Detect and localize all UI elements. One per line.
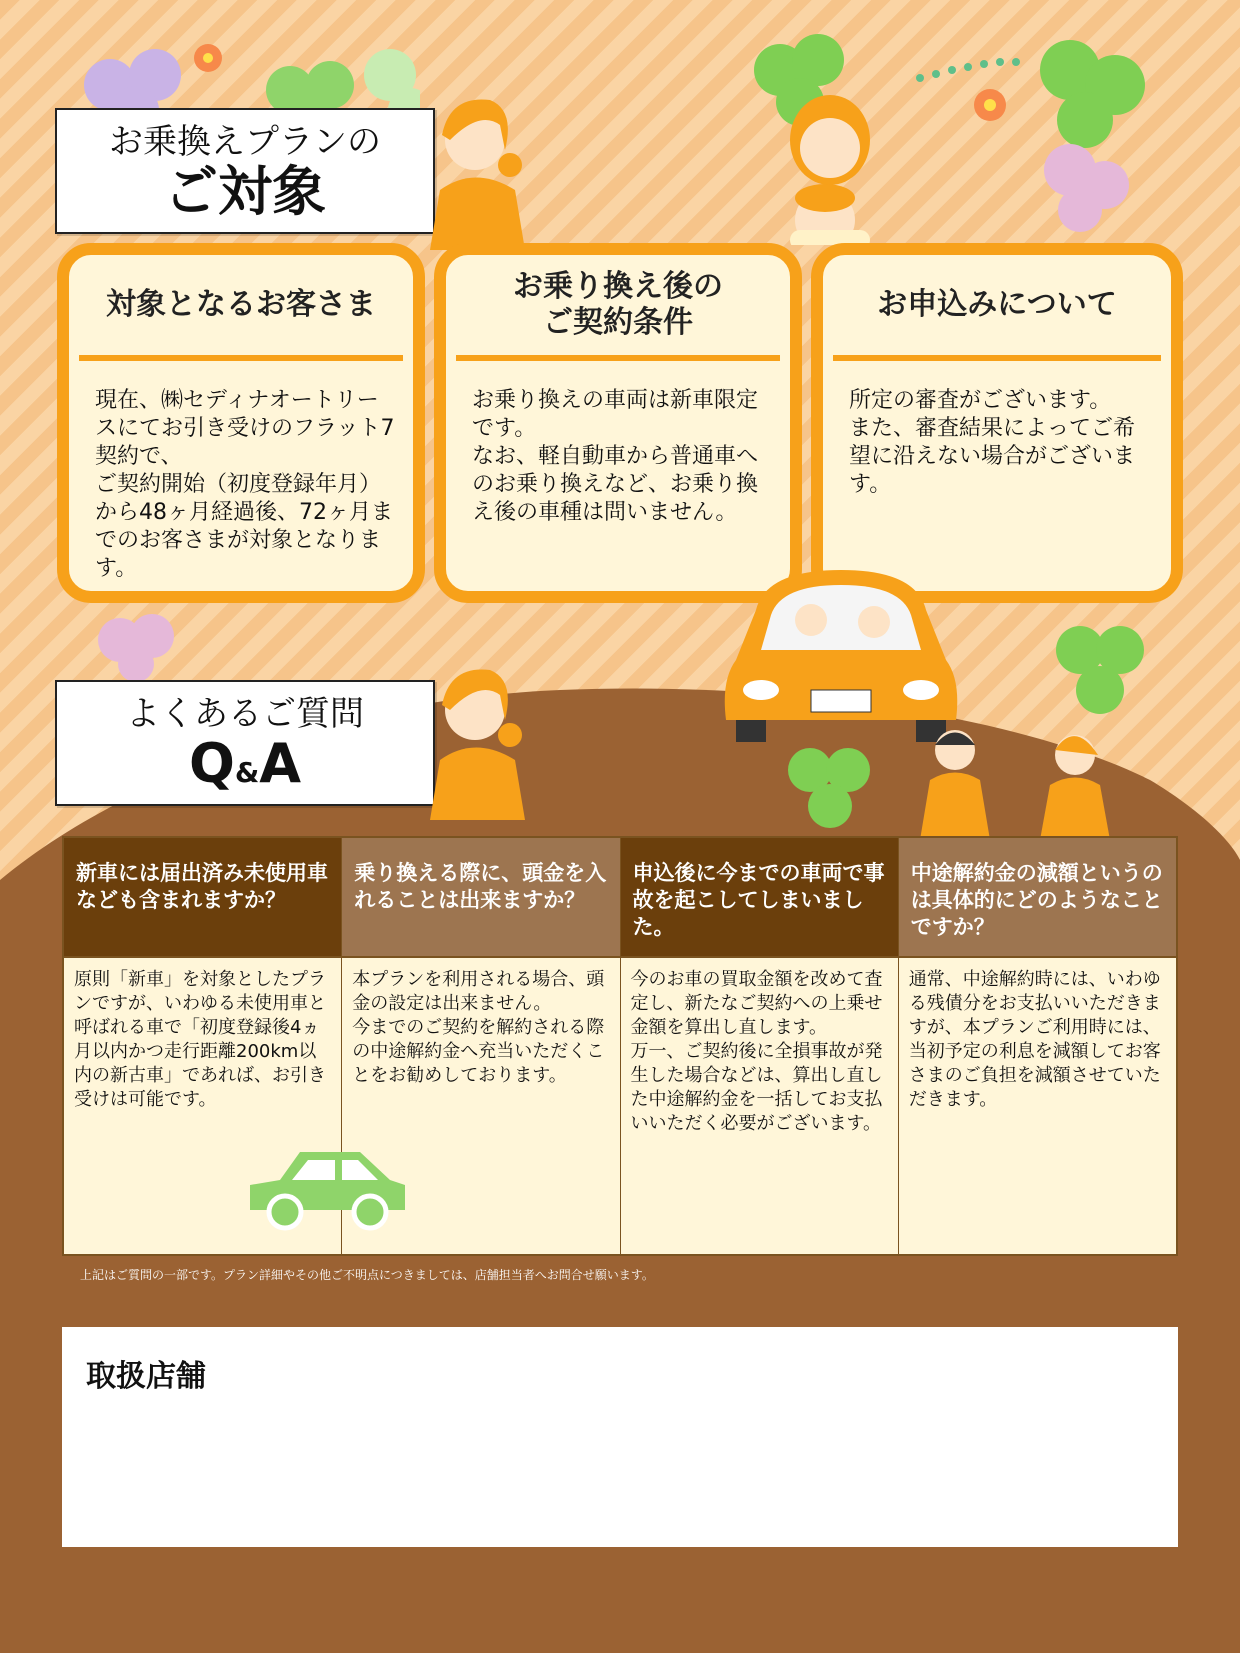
- application-heading: お申込みについて: [833, 255, 1161, 361]
- question-text: 乗り換える際に、頭金を入れることは出来ますか？: [342, 838, 619, 956]
- answer-text: 本プランを利用される場合、頭金の設定は出来ません。 今までのご契約を解約される際の中途解約金へ充当いただくことをお勧めしております。: [342, 956, 619, 1254]
- contract-conditions-text: お乗り換えの車両は新車限定です。 なお、軽自動車から普通車へのお乗り換えなど、お乗り換え後の車種は問いません。: [472, 388, 759, 525]
- disclaimer-note: 上記はご質問の一部です。プラン詳細やその他ご不明点につきましては、店舗担当者へお問合せ願います。: [80, 1268, 654, 1282]
- target-customer-card: [57, 243, 425, 603]
- question-text: 中途解約金の減額というのは具体的にどのようなことですか？: [899, 838, 1176, 956]
- target-customer-heading: 対象となるお客さま: [79, 255, 403, 361]
- faq-subtitle: よくあるご質問: [126, 694, 364, 734]
- plan-target-title-card: [55, 108, 435, 234]
- faq-title-card: [55, 680, 435, 806]
- target-customer-text: 現在、㈱セディナオートリースにてお引き受けのフラット7契約で、 ご契約開始（初度登録年月）から48ヶ月経過後、72ヶ月までのお客さまが対象となります。: [95, 388, 395, 581]
- mother-child-illustration: [770, 80, 890, 245]
- plan-target-title: ご対象: [164, 160, 326, 223]
- plan-target-subtitle: お乗換えプランの: [109, 122, 381, 162]
- contract-conditions-heading: お乗り換え後の ご契約条件: [456, 255, 780, 361]
- contract-conditions-card: [434, 243, 802, 603]
- store-label: 取扱店舗: [86, 1359, 206, 1394]
- qa-title-q: Q: [188, 732, 235, 795]
- qa-item: [620, 838, 898, 1254]
- qa-table: [62, 836, 1178, 1256]
- application-text: 所定の審査がございます。 また、審査結果によってご希望に沿えない場合がございます。: [849, 388, 1136, 497]
- qa-item: [898, 838, 1176, 1254]
- answer-text: 今のお車の買取金額を改めて査定し、新たなご契約への上乗せ金額を算出し直します。 万一、ご契約後に全損事故が発生した場合などは、算出し直した中途解約金を一括してお支払いいただく必要がございます。: [621, 956, 898, 1254]
- answer-text: 原則「新車」を対象としたプランですが、いわゆる未使用車と呼ばれる車で「初度登録後4ヵ月以内かつ走行距離200km以内の新古車」であれば、お引き受けは可能です。: [64, 956, 341, 1254]
- application-card: [811, 243, 1183, 603]
- qa-title: [57, 734, 433, 803]
- question-text: 新車には届出済み未使用車なども含まれますか？: [64, 838, 341, 956]
- store-box: [62, 1327, 1178, 1547]
- answer-text: 通常、中途解約時には、いわゆる残債分をお支払いいただきますが、本プランご利用時には、当初予定の利息を減額してお客さまのご負担を減額させていただきます。: [899, 956, 1176, 1254]
- question-text: 申込後に今までの車両で事故を起こしてしまいました。: [621, 838, 898, 956]
- clover-decoration-bottom: [780, 740, 880, 830]
- presenter-woman-illustration-bottom: [420, 650, 530, 820]
- qa-title-amp: &: [234, 756, 260, 789]
- staff-pointing-illustration: [900, 700, 1140, 840]
- green-car-icon: [240, 1140, 410, 1240]
- clover-decoration-left-middle: [80, 600, 200, 680]
- presenter-woman-illustration-top: [420, 80, 530, 250]
- qa-title-a: A: [259, 732, 302, 795]
